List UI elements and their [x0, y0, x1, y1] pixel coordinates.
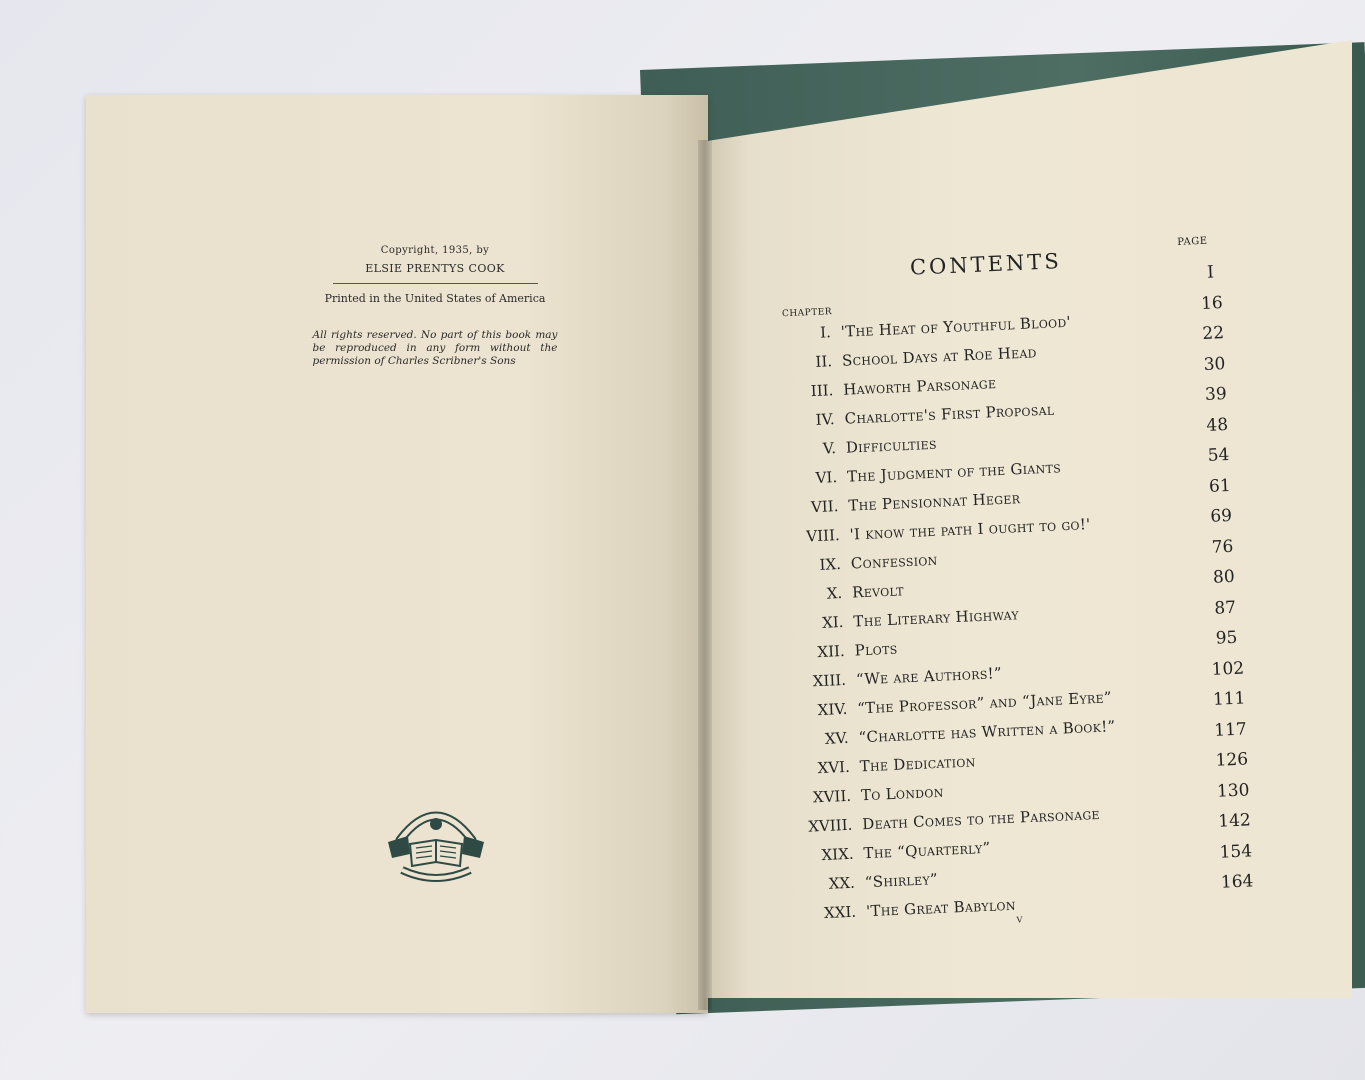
page-number: 48 — [1205, 414, 1229, 436]
page-number: 142 — [1217, 810, 1252, 832]
page-number: 95 — [1215, 627, 1238, 649]
page-number: 30 — [1203, 353, 1226, 375]
chapter-number: VII. — [810, 497, 839, 517]
chapter-title: “Charlotte has Written a Book!” — [858, 717, 1116, 747]
chapter-title: “Shirley” — [864, 870, 939, 892]
page-number: 22 — [1201, 323, 1225, 344]
page-number: 39 — [1204, 383, 1228, 405]
chapter-number: XVIII. — [807, 815, 853, 836]
chapter-title: 'I know the path I ought to go!' — [849, 515, 1091, 544]
chapter-title: Confession — [850, 550, 938, 573]
book-gutter — [698, 140, 712, 1010]
page-number: 69 — [1209, 505, 1233, 527]
chapter-title: The Dedication — [859, 752, 976, 776]
chapter-number: XXI. — [823, 902, 857, 923]
page-number: 80 — [1212, 566, 1236, 588]
printed-line: Printed in the United States of America — [324, 292, 546, 305]
page-number: 154 — [1219, 840, 1253, 863]
chapter-list — [772, 307, 1218, 934]
page-number: 117 — [1213, 718, 1248, 741]
publisher-seal-icon — [380, 800, 492, 890]
chapter-title: “We are Authors!” — [855, 664, 1003, 689]
page-number: 54 — [1207, 444, 1230, 466]
chapter-column-label: CHAPTER — [781, 307, 833, 320]
page-number: 61 — [1208, 475, 1232, 497]
chapter-title: The Judgment of the Giants — [846, 458, 1062, 486]
page-folio: v — [1016, 911, 1023, 926]
chapter-number: XVII. — [812, 786, 852, 807]
chapter-title: Death Comes to the Parsonage — [861, 804, 1101, 834]
chapter-title: “The Professor” and “Jane Eyre” — [856, 688, 1113, 718]
page-column-label: PAGE — [1176, 235, 1208, 248]
page-number: 102 — [1211, 657, 1245, 680]
chapter-number: XV. — [824, 728, 849, 748]
chapter-number: VI. — [815, 468, 838, 487]
chapter-number: II. — [815, 352, 833, 371]
page-number: 126 — [1215, 749, 1249, 771]
chapter-number: XVI. — [817, 757, 851, 778]
chapter-number: III. — [810, 381, 834, 401]
chapter-title: Difficulties — [845, 434, 938, 457]
chapter-title: The Literary Highway — [853, 605, 1020, 631]
copyright-rule — [333, 283, 538, 284]
chapter-number: VIII. — [805, 526, 841, 546]
page-number: 164 — [1220, 871, 1254, 893]
chapter-title: School Days at Roe Head — [841, 343, 1038, 370]
chapter-number: X. — [826, 583, 843, 603]
page-number: 76 — [1211, 536, 1234, 558]
chapter-title: Plots — [854, 639, 898, 660]
chapter-number: XX. — [828, 873, 856, 893]
author-line: ELSIE PRENTYS COOK — [365, 262, 505, 275]
page-number: 16 — [1200, 292, 1224, 314]
chapter-number: XII. — [817, 641, 846, 662]
chapter-title: The “Quarterly” — [863, 838, 991, 863]
copyright-block — [300, 245, 570, 368]
chapter-title: Revolt — [851, 581, 905, 602]
page-number: 130 — [1216, 779, 1250, 802]
chapter-title: The Pensionnat Heger — [848, 489, 1021, 515]
chapter-number: XIV. — [817, 699, 848, 720]
chapter-title: To London — [860, 782, 944, 805]
page-number: 87 — [1213, 597, 1237, 619]
chapter-number: V. — [822, 439, 837, 458]
rights-notice: All rights reserved. No part of this book may be reproduced in any form without the permission of Charles Scribner's Sons — [312, 329, 558, 367]
page-number: 111 — [1212, 688, 1246, 710]
chapter-title: Haworth Parsonage — [842, 374, 997, 399]
chapter-number: XIII. — [812, 670, 847, 691]
chapter-number: IX. — [819, 554, 842, 574]
chapter-title: Charlotte's First Proposal — [844, 400, 1055, 428]
contents-title: CONTENTS — [909, 249, 1063, 280]
chapter-title: 'The Great Babylon — [865, 895, 1017, 921]
chapter-number: I. — [819, 323, 832, 342]
copyright-line: Copyright, 1935, by — [380, 245, 490, 256]
page-number: I — [1206, 262, 1215, 283]
chapter-title: 'The Heat of Youthful Blood' — [840, 312, 1072, 341]
chapter-number: XI. — [821, 612, 844, 632]
chapter-number: XIX. — [821, 844, 854, 865]
contents-page — [760, 19, 1279, 939]
chapter-number: IV. — [815, 410, 835, 429]
